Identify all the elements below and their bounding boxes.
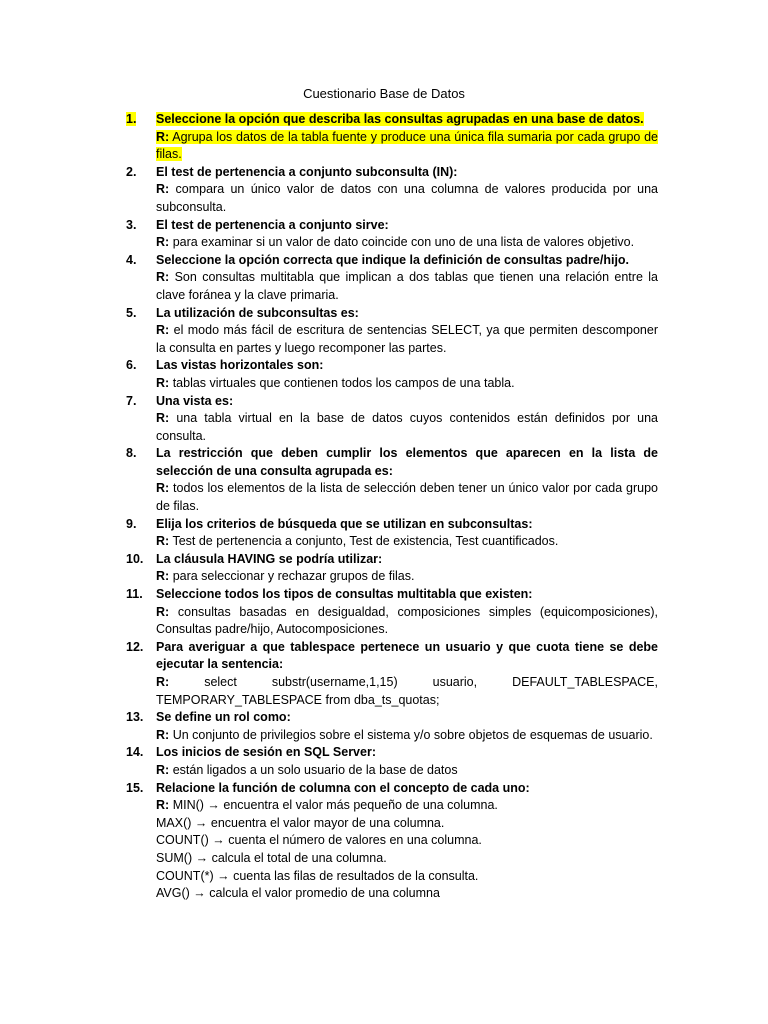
question-item [126,305,658,358]
arrow-icon: → [217,868,230,883]
question-text: Las vistas horizontales son: [156,358,324,373]
question-item [126,393,658,446]
answer-label: R: [156,604,170,619]
question-text: El test de pertenencia a conjunto sirve: [156,217,389,232]
answer-text: R: para examinar si un valor de dato coincide con uno de una lista de valores objetivo. [156,235,635,250]
question-number: 9. [126,516,137,531]
answer-label: R: [156,182,170,197]
question-text: Los inicios de sesión en SQL Server: [156,745,376,760]
question-number: 3. [126,217,137,232]
question-text: La utilización de subconsultas es: [156,305,359,320]
answer-label: R: [156,727,170,742]
function-pair: SUM() → calcula el total de una columna. [156,850,387,865]
question-number: 2. [126,164,137,179]
sql-token: substr(username,1,15) [271,675,398,689]
question-number: 5. [126,305,137,320]
answer-text-continued: TEMPORARY_TABLESPACE from dba_ts_quotas; [156,692,440,707]
question-text: La cláusula HAVING se podría utilizar: [156,551,383,566]
answer-text: R: Test de pertenencia a conjunto, Test de existencia, Test cuantificados. [156,534,559,549]
question-item [126,586,658,639]
answer-text: R: Un conjunto de privilegios sobre el sistema y/o sobre objetos de esquemas de usuario. [156,727,653,742]
answer-label: R: [156,270,170,285]
function-pair: COUNT(*) → cuenta las filas de resultados de la consulta. [156,868,479,883]
question-item [126,217,658,252]
question-item [126,551,658,586]
question-number: 10. [126,551,144,566]
answer-label: R: [156,798,170,813]
question-item [126,357,658,392]
answer-text: R: todos los elementos de la lista de selección deben tener un único valor por cada grupo de filas. [156,481,658,514]
answer-text: R: Son consultas multitabla que implican a dos tablas que tienen una relación entre la clave foránea y la clave primaria. [156,270,658,302]
function-pair: COUNT() → cuenta el número de valores en una columna. [156,833,482,848]
question-item [126,164,658,217]
answer-text: R: están ligados a un solo usuario de la base de datos [156,762,458,777]
answer-label: R: [156,569,170,584]
question-list [126,111,658,903]
question-text: El test de pertenencia a conjunto subconsulta (IN): [156,164,458,179]
question-text: Seleccione todos los tipos de consultas multitabla que existen: [156,587,533,602]
arrow-icon: → [212,833,225,848]
question-text: Para averiguar a que tablespace pertenece un usuario y que cuota tiene se debe ejecutar la sentencia: [156,639,658,672]
sql-token: usuario, [432,675,478,689]
question-text: La restricción que deben cumplir los elementos que aparecen en la lista de selección de una consulta agrupada es: [156,446,658,478]
question-item [126,780,658,903]
question-number: 1. [126,112,137,126]
answer-text: R: consultas basadas en desigualdad, composiciones simples (equicomposiciones), Consultas padre/hijo, Autocomposiciones. [156,604,658,637]
question-item [126,744,658,779]
question-item [126,252,658,305]
sql-token: DEFAULT_TABLESPACE, [512,675,658,689]
question-item [126,516,658,551]
page-title: Cuestionario Base de Datos [303,86,465,101]
question-number: 15. [126,780,144,795]
arrow-icon: → [194,815,208,830]
question-number: 11. [126,587,143,602]
answer-text: R: para seleccionar y rechazar grupos de filas. [156,569,415,584]
answer-text: R: tablas virtuales que contienen todos los campos de una tabla. [156,375,515,390]
answer-label: R: [156,411,170,426]
answer-label: R: [156,129,170,144]
question-text: Una vista es: [156,393,234,408]
answer-label: R: [156,534,170,549]
answer-text: R: Agrupa los datos de la tabla fuente y produce una única fila sumaria por cada grupo de filas. [156,129,658,162]
question-text: Seleccione la opción correcta que indique la definición de consultas padre/hijo. [156,252,630,267]
question-item [126,709,658,744]
arrow-icon: → [195,850,209,865]
arrow-icon: → [193,886,206,901]
question-item [126,445,658,515]
sql-token: select [204,675,237,689]
answer-text: R: una tabla virtual en la base de datos cuyos contenidos están definidos por una consulta. [156,411,658,443]
answer-label: R: [156,323,170,338]
question-number: 4. [126,252,137,267]
answer-label: R: [156,675,170,689]
answer-label: R: [156,235,170,250]
question-text: Seleccione la opción que describa las consultas agrupadas en una base de datos. [156,112,644,126]
answer-text: R: compara un único valor de datos con una columna de valores producida por una subconsulta. [156,182,658,214]
question-number: 14. [126,745,144,760]
question-number: 6. [126,358,137,373]
function-pair: MAX() → encuentra el valor mayor de una columna. [156,815,445,830]
question-item [126,639,658,709]
answer-label: R: [156,481,170,496]
answer-text: R: el modo más fácil de escritura de sentencias SELECT, ya que permiten descomponer la consulta en partes y luego recomponer las partes. [156,323,658,355]
question-number: 8. [126,446,137,461]
question-text: Elija los criterios de búsqueda que se utilizan en subconsultas: [156,516,533,531]
arrow-icon: → [207,798,220,813]
answer-label: R: [156,375,170,390]
question-number: 13. [126,710,144,725]
function-pair: AVG() → calcula el valor promedio de una columna [156,886,440,901]
function-pair: R: MIN() → encuentra el valor más pequeño de una columna. [156,798,498,813]
answer-text [156,674,658,692]
question-text: Se define un rol como: [156,710,291,725]
question-item [126,111,658,164]
question-text: Relacione la función de columna con el concepto de cada uno: [156,780,530,795]
question-number: 12. [126,639,144,654]
question-number: 7. [126,393,137,408]
answer-label: R: [156,762,170,777]
